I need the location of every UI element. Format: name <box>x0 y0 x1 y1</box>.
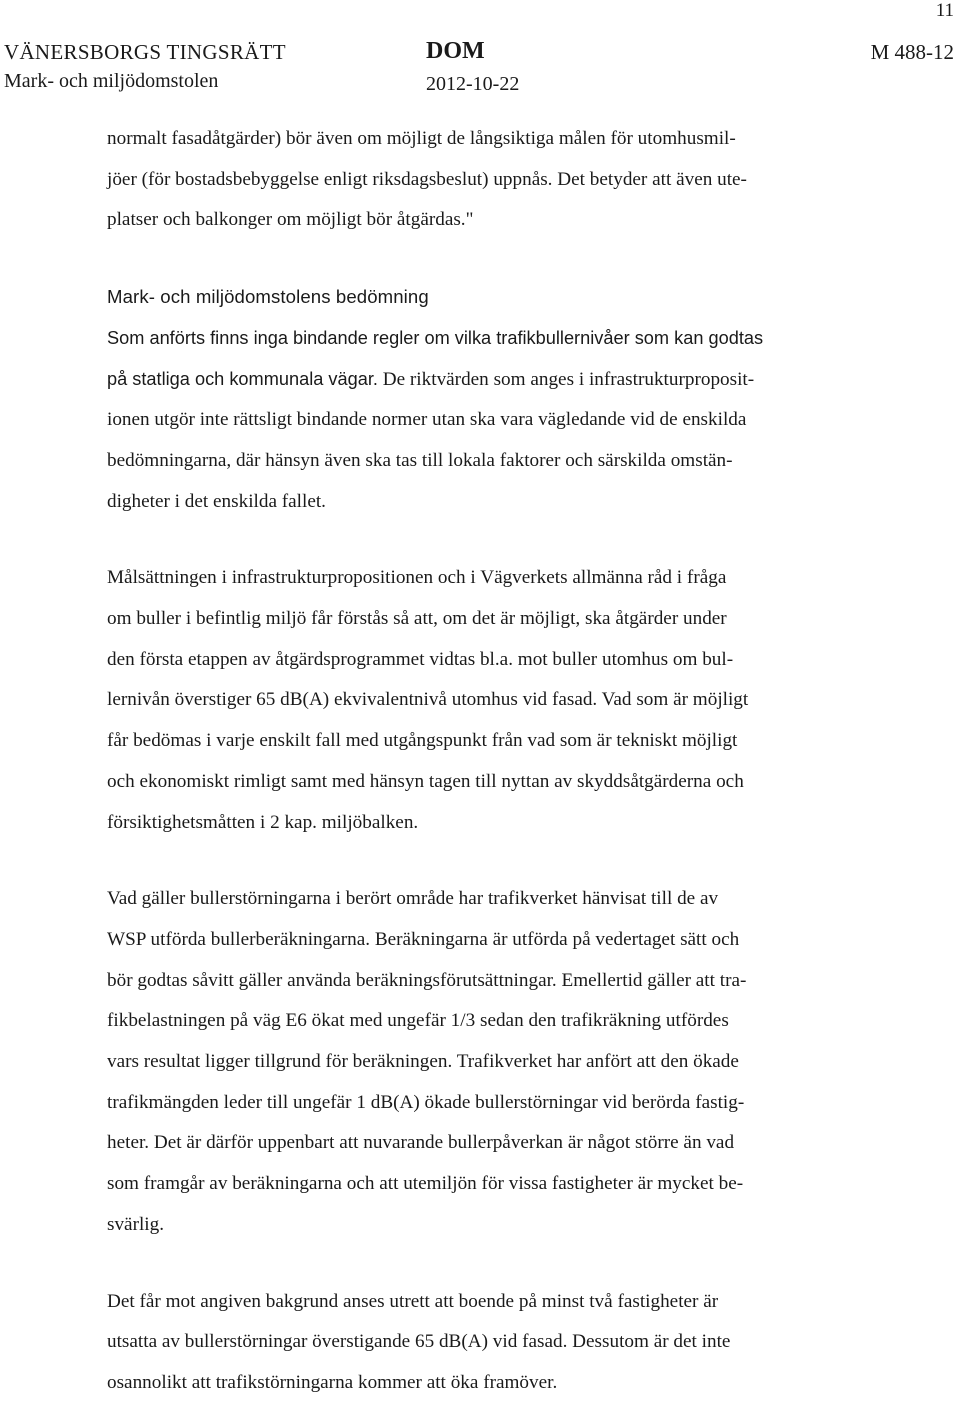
text-line: Vad gäller bullerstörningarna i berört område har trafikverket hänvisat till de av <box>107 888 719 910</box>
paragraph <box>107 1282 897 1404</box>
document-body <box>107 119 897 1404</box>
text-line <box>107 359 897 401</box>
text-line: normalt fasadåtgärder) bör även om möjligt de långsiktiga målen för utomhusmil- <box>107 128 736 149</box>
court-division: Mark- och miljödomstolen <box>4 70 219 92</box>
text-line: bedömningarna, där hänsyn även ska tas till lokala faktorer och särskilda omstän- <box>107 449 733 471</box>
text-line: jöer (för bostadsbebyggelse enligt riksdagsbeslut) uppnås. Det betyder att även ute- <box>107 168 747 190</box>
text-line: vars resultat ligger tillgrund för beräkningen. Trafikverket har anfört att den ökade <box>107 1051 739 1073</box>
text-line: lernivån överstiger 65 dB(A) ekvivalentnivå utomhus vid fasad. Vad som är möjligt <box>107 689 749 711</box>
text-line: utsatta av bullerstörningar överstigande 65 dB(A) vid fasad. Dessutom är det inte <box>107 1331 731 1353</box>
text-line: som framgår av beräkningarna och att utemiljön för vissa fastigheter är mycket be- <box>107 1173 744 1195</box>
section-heading: Mark- och miljödomstolens bedömning <box>107 286 429 308</box>
text-line: trafikmängden leder till ungefär 1 dB(A) ökade bullerstörningar vid berörda fastig- <box>107 1091 745 1113</box>
text-line: försiktighetsmåtten i 2 kap. miljöbalken. <box>107 811 419 833</box>
text-line: får bedömas i varje enskilt fall med utgångspunkt från vad som är tekniskt möjligt <box>107 730 738 752</box>
document-type: DOM <box>426 38 485 64</box>
document-header <box>4 40 954 100</box>
text-line: fikbelastningen på väg E6 ökat med ungefär 1/3 sedan den trafikräkning utfördes <box>107 1010 729 1032</box>
text-line: digheter i det enskilda fallet. <box>107 490 326 512</box>
paragraph <box>107 879 897 1245</box>
text-line: den första etappen av åtgärdsprogrammet vidtas bl.a. mot buller utomhus om bul- <box>107 648 734 670</box>
text-line: ionen utgör inte rättsligt bindande normer utan ska vara vägledande vid de enskilda <box>107 409 747 431</box>
paragraph <box>107 119 897 241</box>
text-line: svärlig. <box>107 1213 165 1235</box>
text-line: heter. Det är därför uppenbart att nuvarande bullerpåverkan är något större än vad <box>107 1132 735 1154</box>
text-segment: De riktvärden som anges i infrastrukturproposit- <box>377 368 755 390</box>
text-line: Målsättningen i infrastrukturpropositionen och i Vägverkets allmänna råd i fråga <box>107 567 727 589</box>
text-line: Det får mot angiven bakgrund anses utrett att boende på minst två fastigheter är <box>107 1290 719 1312</box>
document-date: 2012-10-22 <box>426 73 520 95</box>
text-line: platser och balkonger om möjligt bör åtgärdas." <box>107 209 474 231</box>
text-line: bör godtas såvitt gäller använda beräkningsförutsättningar. Emellertid gäller att tra- <box>107 969 747 991</box>
case-number: M 488-12 <box>870 40 954 64</box>
page-number: 11 <box>935 0 954 21</box>
paragraph <box>107 277 897 522</box>
court-name: VÄNERSBORGS TINGSRÄTT <box>4 40 286 64</box>
paragraph <box>107 558 897 843</box>
text-line: och ekonomiskt rimligt samt med hänsyn tagen till nyttan av skyddsåtgärderna och <box>107 770 744 792</box>
text-segment: på statliga och kommunala vägar. <box>107 368 378 389</box>
text-line: om buller i befintlig miljö får förstås så att, om det är möjligt, ska åtgärder under <box>107 608 727 630</box>
text-line: osannolikt att trafikstörningarna kommer att öka framöver. <box>107 1371 558 1393</box>
text-line: Som anförts finns inga bindande regler om vilka trafikbullernivåer som kan godtas <box>107 327 764 348</box>
text-line: WSP utförda bullerberäkningarna. Beräkningarna är utförda på vedertaget sätt och <box>107 928 740 950</box>
